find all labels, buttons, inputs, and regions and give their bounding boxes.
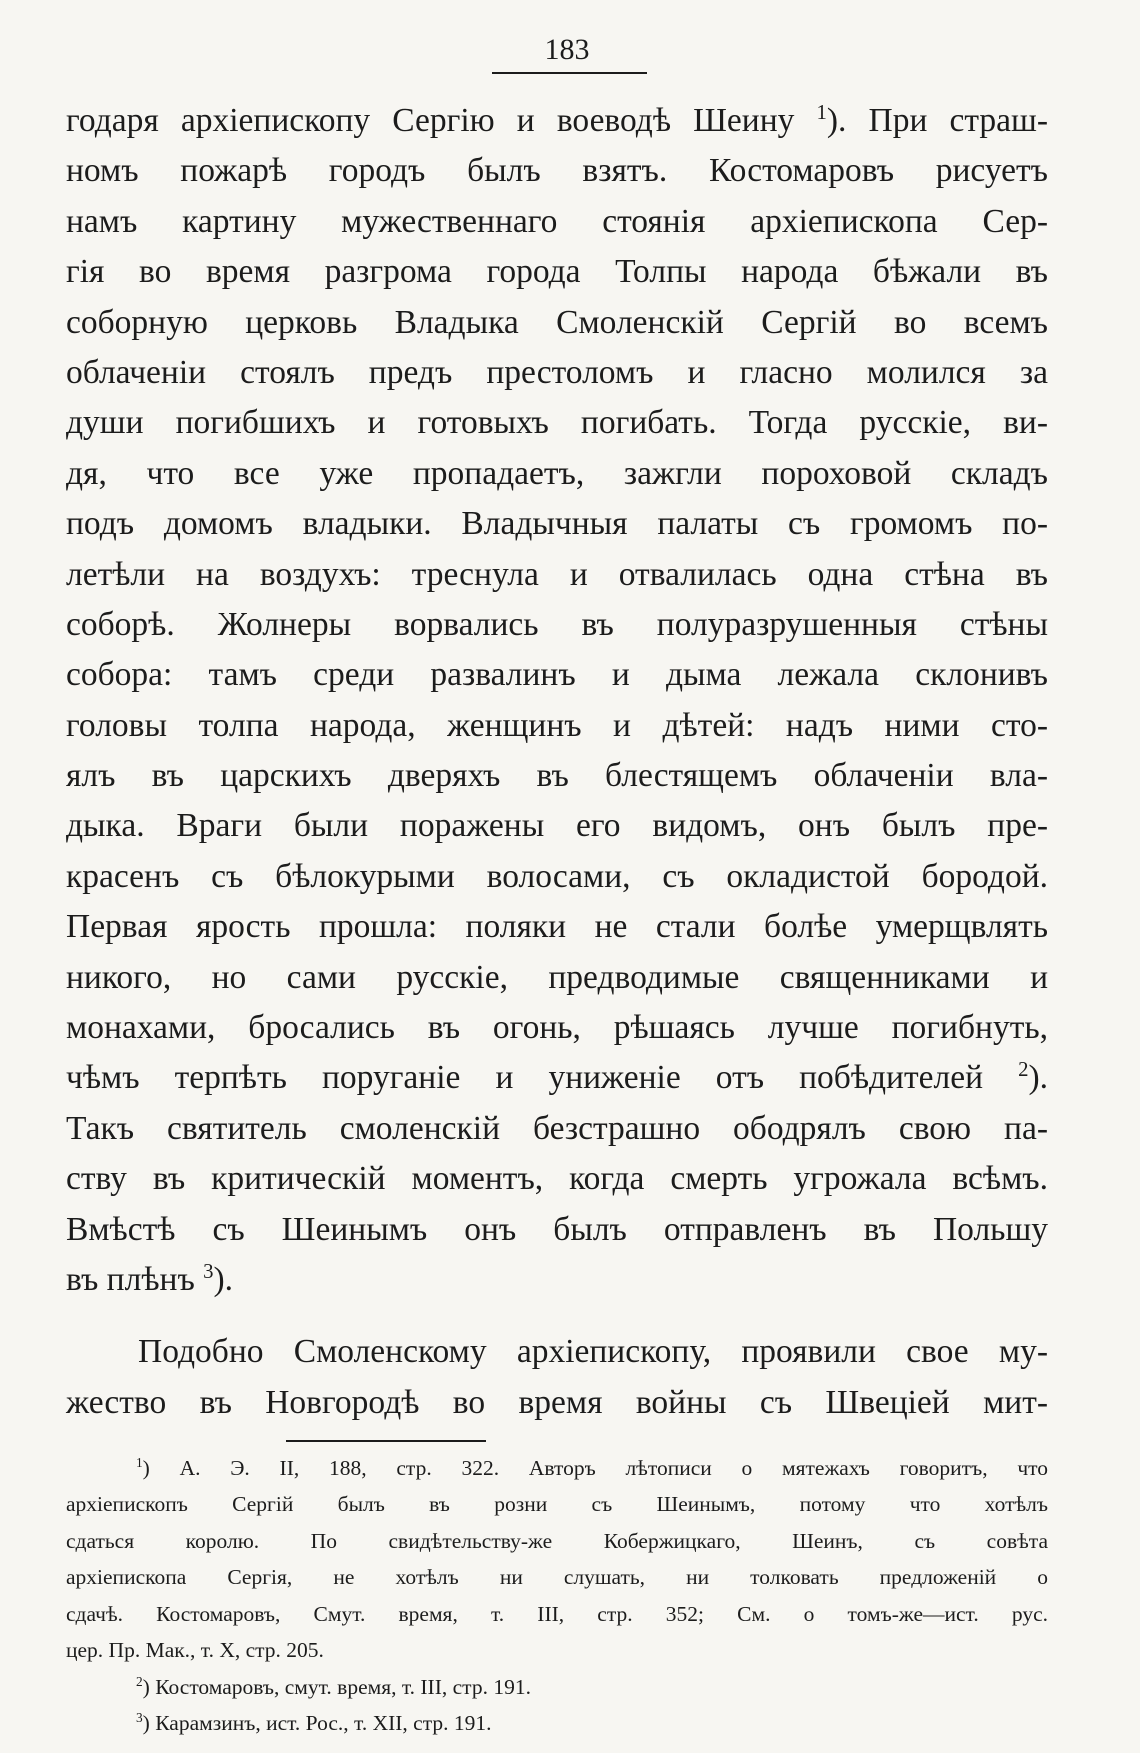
text-line-content: чѣмъ терпѣть поруганіе и униженіе отъ побѣдителей bbox=[66, 1059, 1019, 1097]
text-line-content: жество въ Новгородѣ во время войны съ Швеціей мит- bbox=[66, 1383, 1048, 1421]
text-line-content: души погибшихъ и готовыхъ погибать. Тогда русскіе, ви- bbox=[66, 404, 1048, 442]
footnote-text: А. Э. II, 188, стр. 322. Авторъ лѣтописи о мятежахъ говоритъ, что bbox=[179, 1455, 1048, 1480]
text-line bbox=[66, 953, 1048, 1003]
text-line bbox=[66, 398, 1048, 448]
text-line bbox=[66, 1053, 1048, 1103]
text-line-content: красенъ съ бѣлокурыми волосами, съ окладистой бородой. bbox=[66, 857, 1048, 895]
text-line bbox=[66, 852, 1048, 902]
text-line bbox=[66, 146, 1048, 196]
text-line-content: намъ картину мужественнаго стоянія архіепископа Сер- bbox=[66, 202, 1048, 240]
text-line-content: Такъ святитель смоленскій безстрашно ободрялъ свою па- bbox=[66, 1109, 1048, 1147]
text-line-tail: ). bbox=[213, 1260, 234, 1298]
footnote-marker-paren: ) bbox=[142, 1711, 156, 1736]
footnote-line bbox=[66, 1705, 1048, 1742]
text-line bbox=[66, 449, 1048, 499]
footnote-marker-paren: ) bbox=[142, 1455, 180, 1480]
footnote-reference[interactable]: 3 bbox=[203, 1259, 214, 1283]
text-line-content: соборѣ. Жолнеры ворвались въ полуразрушенныя стѣны bbox=[66, 605, 1048, 643]
text-line bbox=[66, 1104, 1048, 1154]
text-line bbox=[66, 1205, 1048, 1255]
text-line bbox=[66, 1003, 1048, 1053]
text-line-content: дыка. Враги были поражены его видомъ, онъ былъ пре- bbox=[66, 807, 1048, 845]
text-line bbox=[66, 298, 1048, 348]
text-line-content: въ плѣнъ bbox=[66, 1260, 204, 1298]
text-line-content: головы толпа народа, женщинъ и дѣтей: надъ ними сто- bbox=[66, 706, 1048, 744]
text-line bbox=[66, 701, 1048, 751]
footnote-line bbox=[66, 1559, 1048, 1596]
footnote-reference[interactable]: 2 bbox=[1018, 1058, 1029, 1082]
footnote-line bbox=[66, 1523, 1048, 1560]
text-line-tail: ). bbox=[1028, 1059, 1048, 1097]
text-line bbox=[66, 197, 1048, 247]
footnote-marker-paren: ) bbox=[142, 1674, 156, 1699]
footnote-marker: 2 bbox=[136, 1673, 143, 1689]
text-line-content: Вмѣстѣ съ Шеинымъ онъ былъ отправленъ въ Польшу bbox=[66, 1210, 1048, 1248]
footnote-text: сдаться королю. По свидѣтельству-же Кобержицкаго, Шеинъ, съ совѣта bbox=[66, 1528, 1048, 1553]
text-line bbox=[66, 550, 1048, 600]
text-line-content: ялъ въ царскихъ дверяхъ въ блестящемъ облаченіи вла- bbox=[66, 757, 1048, 795]
text-line bbox=[66, 1327, 1048, 1377]
footnotes bbox=[66, 1450, 1048, 1742]
text-line-content: никого, но сами русскіе, предводимые священниками и bbox=[66, 958, 1048, 996]
footnote-text: Костомаровъ, смут. время, т. III, стр. 191. bbox=[155, 1674, 531, 1699]
text-line bbox=[66, 1255, 1048, 1305]
page-number-rule bbox=[492, 72, 647, 74]
footnote-line bbox=[66, 1450, 1048, 1487]
text-line-content: соборную церковь Владыка Смоленскій Сергій во всемъ bbox=[66, 303, 1048, 341]
text-line bbox=[66, 600, 1048, 650]
footnote-line bbox=[66, 1596, 1048, 1633]
text-line-tail: ). При страш- bbox=[826, 102, 1048, 139]
text-line bbox=[66, 1154, 1048, 1204]
footnote-text: сдачѣ. Костомаровъ, Смут. время, т. III, стр. 352; См. о томъ-же—ист. рус. bbox=[66, 1601, 1048, 1626]
footnote-divider bbox=[286, 1440, 486, 1442]
footnote-marker: 1 bbox=[136, 1454, 143, 1470]
text-line-content: гія во время разгрома города Толпы народа бѣжали въ bbox=[66, 253, 1048, 291]
text-line bbox=[66, 499, 1048, 549]
text-line-content: годаря архіепископу Сергію и воеводѣ Шеину bbox=[66, 102, 817, 139]
text-line-content: Первая ярость прошла: поляки не стали болѣе умерщвлять bbox=[66, 908, 1048, 946]
text-line bbox=[66, 1378, 1048, 1428]
text-line-content: дя, что все уже пропадаетъ, зажгли пороховой складъ bbox=[66, 454, 1048, 492]
footnote-text: Карамзинъ, ист. Рос., т. XII, стр. 191. bbox=[155, 1711, 492, 1736]
footnote-marker: 3 bbox=[136, 1710, 143, 1725]
page-number: 183 bbox=[544, 33, 590, 66]
text-line-content: летѣли на воздухъ: треснула и отвалилась одна стѣна въ bbox=[66, 555, 1048, 593]
text-line-content: подъ домомъ владыки. Владычныя палаты съ громомъ по- bbox=[66, 505, 1048, 543]
text-line-content: монахами, бросались въ огонь, рѣшаясь лучше погибнуть, bbox=[66, 1009, 1048, 1047]
footnote-text: цер. Пр. Мак., т. X, стр. 205. bbox=[66, 1638, 324, 1663]
footnote-text: архіепископа Сергія, не хотѣлъ ни слушать, ни толковать предложеній о bbox=[66, 1565, 1048, 1590]
footnote-reference[interactable]: 1 bbox=[816, 100, 827, 124]
text-line bbox=[66, 348, 1048, 398]
text-line bbox=[66, 96, 1048, 146]
text-line bbox=[66, 902, 1048, 952]
footnote-line bbox=[66, 1669, 1048, 1706]
text-line-content: облаченіи стоялъ предъ престоломъ и гласно молился за bbox=[66, 353, 1048, 391]
text-line-content: Подобно Смоленскому архіепископу, проявили свое му- bbox=[138, 1333, 1048, 1371]
text-line bbox=[66, 751, 1048, 801]
footnote-text: архіепископъ Сергій былъ въ розни съ Шеинымъ, потому что хотѣлъ bbox=[66, 1492, 1048, 1517]
text-line-content: ству въ критическій моментъ, когда смерть угрожала всѣмъ. bbox=[66, 1160, 1048, 1198]
text-line-content: собора: тамъ среди развалинъ и дыма лежала склонивъ bbox=[66, 656, 1048, 694]
text-line bbox=[66, 801, 1048, 851]
text-line bbox=[66, 650, 1048, 700]
paragraph-gap bbox=[66, 1305, 1048, 1327]
text-line-content: номъ пожарѣ городъ былъ взятъ. Костомаровъ рисуетъ bbox=[66, 152, 1048, 190]
main-text bbox=[66, 96, 1048, 1428]
footnote-line bbox=[66, 1632, 1048, 1669]
text-line bbox=[66, 247, 1048, 297]
footnote-line bbox=[66, 1486, 1048, 1523]
